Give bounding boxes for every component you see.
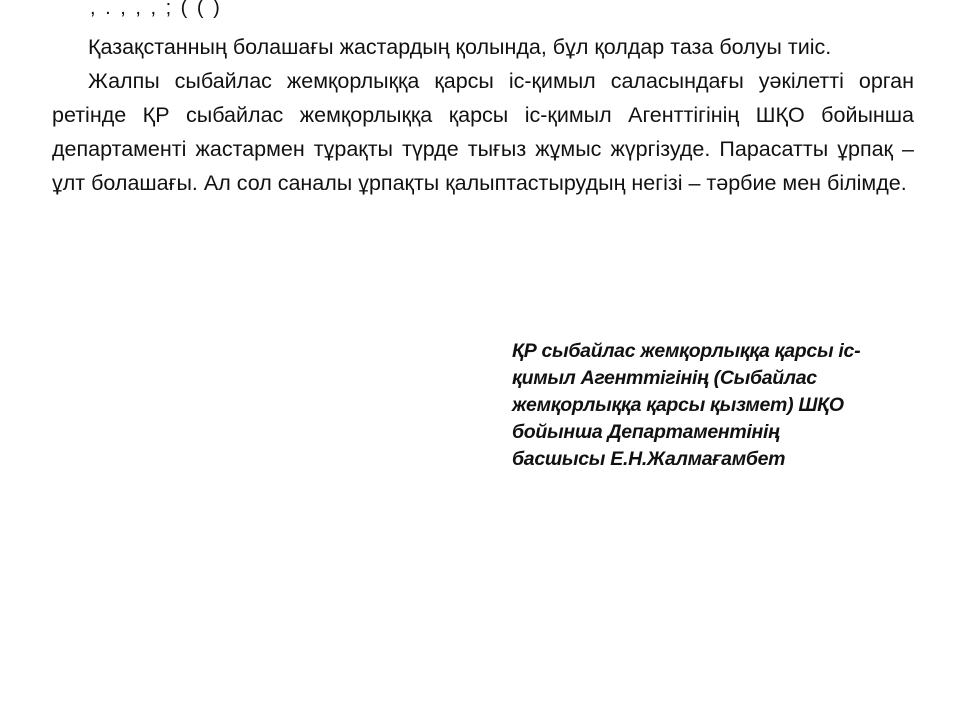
signature-block: ҚР сыбайлас жемқорлыққа қарсы іс- қимыл Агенттігінің (Сыбайлас жемқорлыққа қарсы қызмет) ШҚО бойынша Департаментінің басшысы Е.Н.Жалмағамбет: [512, 340, 861, 470]
clipped-text-descenders: , . , , , ; ( ( ): [90, 0, 222, 19]
paragraph-2: Жалпы сыбайлас жемқорлыққа қарсы іс-қимыл саласындағы уәкілетті орган ретінде ҚР сыбайлас жемқорлыққа қарсы іс-қимыл Агенттігінің ШҚО бойынша департаменті жастармен тұрақты түрде тығыз жұмыс жүргізуде. Парасатты ұрпақ – ұлт болашағы. Ал сол саналы ұрпақты қалыптастырудың негізі – тәрбие мен білімде.: [52, 69, 914, 195]
document-body: [52, 30, 914, 200]
paragraph-1: Қазақстанның болашағы жастардың қолында, бұл қолдар таза болуы тиіс.: [88, 35, 832, 59]
clipped-text-fragment: [90, 0, 590, 20]
